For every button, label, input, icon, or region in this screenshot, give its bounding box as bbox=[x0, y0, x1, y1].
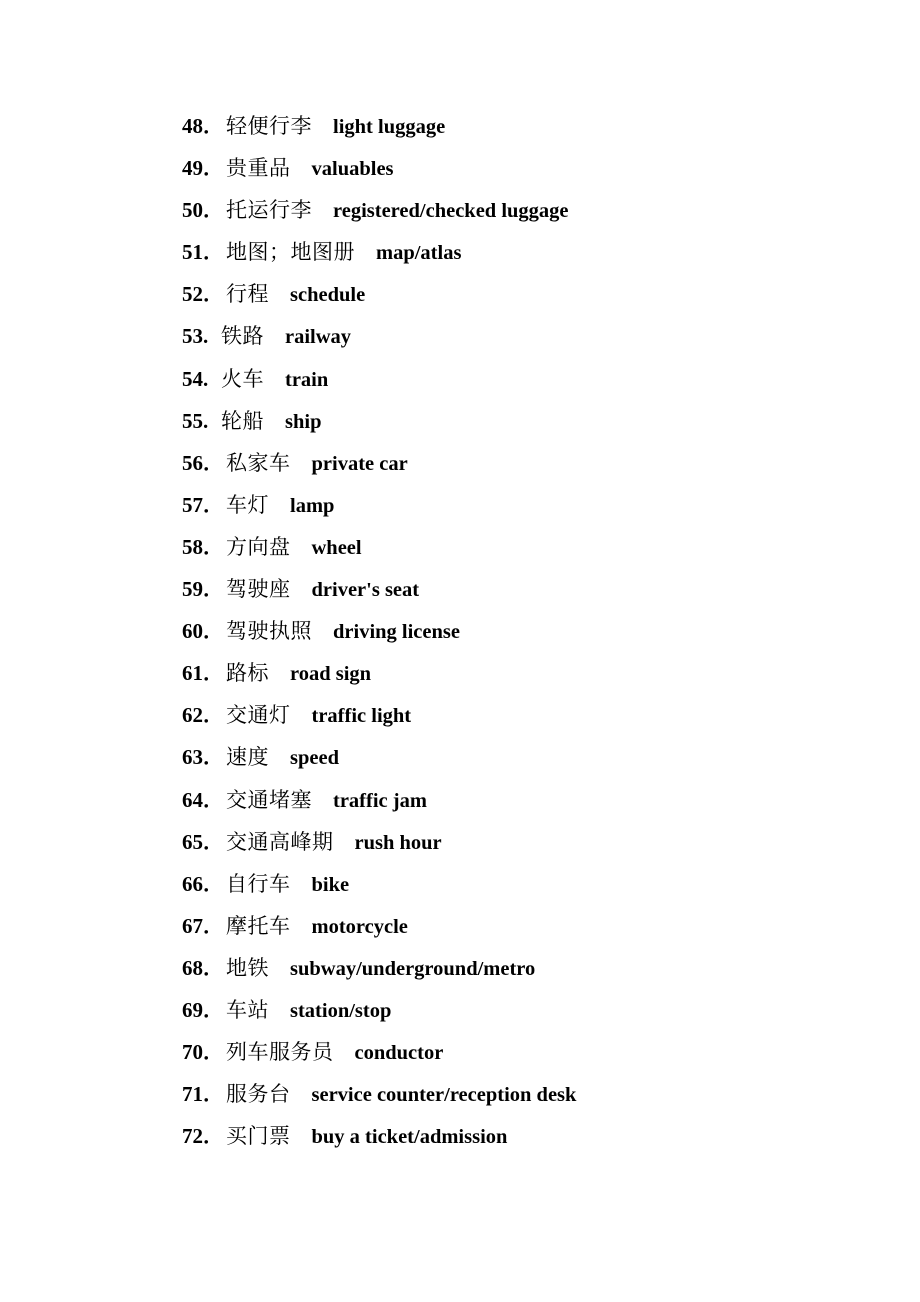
english-term: valuables bbox=[311, 158, 394, 181]
english-term: ship bbox=[285, 410, 322, 433]
item-number: 51． bbox=[182, 240, 224, 265]
vocabulary-item bbox=[182, 322, 576, 364]
chinese-term: 火车 bbox=[221, 366, 264, 391]
vocabulary-item bbox=[182, 617, 576, 659]
item-number: 65． bbox=[182, 829, 224, 854]
english-term: map/atlas bbox=[376, 242, 462, 265]
vocabulary-item bbox=[182, 1038, 576, 1080]
item-number: 64． bbox=[182, 787, 224, 812]
vocabulary-item bbox=[182, 1122, 576, 1164]
english-term: service counter/reception desk bbox=[311, 1084, 577, 1107]
chinese-term: 行程 bbox=[226, 282, 269, 307]
chinese-term: 交通灯 bbox=[226, 703, 291, 728]
english-term: light luggage bbox=[333, 116, 446, 138]
chinese-term: 轻便行李 bbox=[226, 114, 312, 138]
chinese-term: 路标 bbox=[226, 661, 269, 686]
chinese-term: 地铁 bbox=[226, 955, 269, 980]
item-number: 71． bbox=[182, 1082, 224, 1107]
item-number: 59． bbox=[182, 577, 224, 602]
item-number: 61． bbox=[182, 661, 224, 686]
chinese-term: 服务台 bbox=[226, 1082, 291, 1107]
chinese-term: 方向盘 bbox=[226, 534, 291, 559]
vocabulary-item bbox=[182, 491, 576, 533]
chinese-term: 私家车 bbox=[226, 450, 291, 475]
english-term: conductor bbox=[354, 1042, 444, 1065]
english-term: motorcycle bbox=[311, 915, 408, 938]
english-term: schedule bbox=[290, 284, 366, 307]
item-number: 52． bbox=[182, 282, 224, 307]
chinese-term: 自行车 bbox=[226, 871, 291, 896]
vocabulary-item bbox=[182, 659, 576, 701]
english-term: driving license bbox=[333, 621, 460, 644]
vocabulary-item bbox=[182, 112, 576, 154]
vocabulary-item bbox=[182, 365, 576, 407]
vocabulary-item bbox=[182, 870, 576, 912]
item-number: 57． bbox=[182, 492, 224, 517]
item-number: 56． bbox=[182, 450, 224, 475]
chinese-term: 交通堵塞 bbox=[226, 787, 312, 812]
english-term: road sign bbox=[290, 663, 372, 686]
english-term: traffic light bbox=[311, 705, 412, 728]
english-term: bike bbox=[311, 873, 350, 896]
english-term: wheel bbox=[311, 536, 362, 559]
item-number: 63． bbox=[182, 745, 224, 770]
chinese-term: 车站 bbox=[226, 997, 269, 1022]
chinese-term: 铁路 bbox=[221, 324, 264, 349]
vocabulary-item bbox=[182, 701, 576, 743]
item-number: 54. bbox=[182, 366, 209, 391]
vocabulary-item bbox=[182, 196, 576, 238]
vocabulary-item bbox=[182, 575, 576, 617]
vocabulary-item bbox=[182, 280, 576, 322]
chinese-term: 速度 bbox=[226, 745, 269, 770]
vocabulary-item bbox=[182, 1080, 576, 1122]
item-number: 70． bbox=[182, 1040, 224, 1065]
english-term: buy a ticket/admission bbox=[311, 1126, 508, 1149]
vocabulary-item bbox=[182, 954, 576, 996]
vocabulary-item bbox=[182, 449, 576, 491]
english-term: rush hour bbox=[354, 831, 442, 854]
item-number: 66． bbox=[182, 871, 224, 896]
item-number: 72． bbox=[182, 1124, 224, 1149]
vocabulary-item bbox=[182, 912, 576, 954]
chinese-term: 轮船 bbox=[221, 408, 264, 433]
vocabulary-item bbox=[182, 154, 576, 196]
item-number: 48． bbox=[182, 114, 224, 138]
vocabulary-item bbox=[182, 786, 576, 828]
english-term: registered/checked luggage bbox=[333, 200, 569, 223]
english-term: subway/underground/metro bbox=[290, 957, 536, 980]
item-number: 67． bbox=[182, 913, 224, 938]
english-term: speed bbox=[290, 747, 339, 770]
item-number: 58． bbox=[182, 534, 224, 559]
vocabulary-list bbox=[182, 112, 576, 1164]
english-term: private car bbox=[311, 452, 408, 475]
item-number: 53. bbox=[182, 324, 209, 349]
item-number: 55. bbox=[182, 408, 209, 433]
chinese-term: 驾驶执照 bbox=[226, 619, 312, 644]
chinese-term: 托运行李 bbox=[226, 198, 312, 223]
english-term: station/stop bbox=[290, 999, 392, 1022]
vocabulary-item bbox=[182, 743, 576, 785]
chinese-term: 驾驶座 bbox=[226, 577, 291, 602]
chinese-term: 摩托车 bbox=[226, 913, 291, 938]
chinese-term: 贵重品 bbox=[226, 156, 291, 181]
item-number: 68． bbox=[182, 955, 224, 980]
english-term: driver's seat bbox=[311, 579, 420, 602]
vocabulary-item bbox=[182, 407, 576, 449]
english-term: train bbox=[285, 368, 329, 391]
chinese-term: 交通高峰期 bbox=[226, 829, 334, 854]
english-term: lamp bbox=[290, 494, 335, 517]
english-term: railway bbox=[285, 326, 352, 349]
item-number: 69． bbox=[182, 997, 224, 1022]
chinese-term: 地图；地图册 bbox=[226, 240, 355, 265]
chinese-term: 车灯 bbox=[226, 492, 269, 517]
vocabulary-item bbox=[182, 828, 576, 870]
item-number: 60． bbox=[182, 619, 224, 644]
vocabulary-item bbox=[182, 238, 576, 280]
english-term: traffic jam bbox=[333, 789, 427, 812]
item-number: 50． bbox=[182, 198, 224, 223]
chinese-term: 买门票 bbox=[226, 1124, 291, 1149]
chinese-term: 列车服务员 bbox=[226, 1040, 334, 1065]
vocabulary-item bbox=[182, 996, 576, 1038]
vocabulary-item bbox=[182, 533, 576, 575]
item-number: 62． bbox=[182, 703, 224, 728]
item-number: 49． bbox=[182, 156, 224, 181]
